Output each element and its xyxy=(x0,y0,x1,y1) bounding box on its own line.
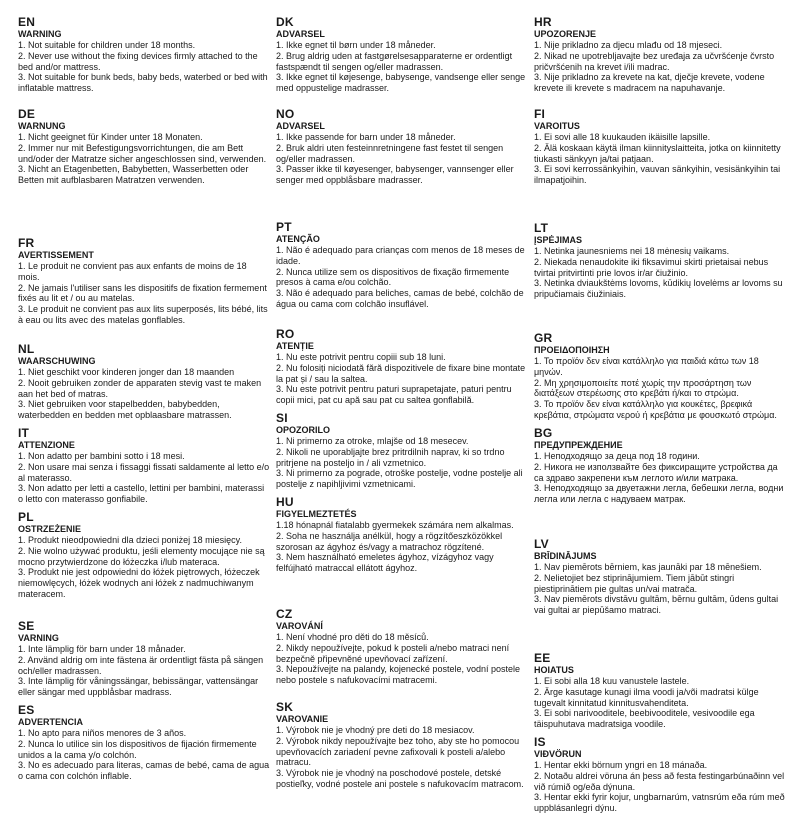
warning-section-is xyxy=(534,736,786,814)
warning-item: 1. Nu este potrivit pentru copiii sub 18 luni. xyxy=(276,352,446,362)
warning-item: 1. Ikke egnet til børn under 18 måneder. xyxy=(276,40,436,50)
warning-item: 1. Nav piemērots bērniem, kas jaunāki par 18 mēnešiem. xyxy=(534,562,762,572)
warning-heading: WAARSCHUWING xyxy=(18,356,96,366)
warning-item: 3. Produkt nie jest odpowiedni do łóżek piętrowych, łóżeczek niemowlęcych, łóżek wodnych ani łóżek z nadmuchiwanym materacem. xyxy=(18,567,260,599)
warning-item: 1. Le produit ne convient pas aux enfants de moins de 18 mois. xyxy=(18,261,247,282)
language-code: RO xyxy=(276,327,295,341)
language-code: NL xyxy=(18,342,35,356)
language-code: LV xyxy=(534,537,549,551)
warning-item: 1. Ikke passende for barn under 18 måneder. xyxy=(276,132,456,142)
warning-item: 2. Ärge kasutage kunagi ilma voodi ja/või madratsi külge tugevalt kinnitatud kinnitusvahenditeta. xyxy=(534,686,759,708)
warning-item: 1.18 hónapnál fiatalabb gyermekek számára nem alkalmas. xyxy=(276,520,514,530)
warning-item: 2. Никога не използвайте без фиксиращите устройства да са здраво закрепени към леглото и/или матрака. xyxy=(534,461,778,483)
warning-section-bg xyxy=(534,427,786,505)
language-code: GR xyxy=(534,331,553,345)
warning-section-en xyxy=(18,16,270,94)
warning-item: 3. Niet gebruiken voor stapelbedden, babybedden, waterbedden en bedden met opblaasbare matrassen. xyxy=(18,399,232,421)
warning-section-fi xyxy=(534,108,786,186)
warning-item: 3. Ni primerno za pograde, otroške postelje, vodne postelje ali postelje z napihljivimi vzmetnicami. xyxy=(276,468,523,490)
warning-item: 2. Nelietojiet bez stiprinājumiem. Tiem jābūt stingri piestiprinātiem pie gultas un/vai matrača. xyxy=(534,572,735,594)
warning-heading: ĮSPĖJIMAS xyxy=(534,235,583,245)
warning-heading: ΠΡΟΕΙΔΟΠΟΙΗΣΗ xyxy=(534,345,610,355)
warning-heading: ATTENZIONE xyxy=(18,440,75,450)
warning-section-si xyxy=(276,412,528,490)
warning-heading: VAROITUS xyxy=(534,121,580,131)
warning-heading: OPOZORILO xyxy=(276,425,330,435)
warning-heading: ADVARSEL xyxy=(276,121,325,131)
warning-item: 1. Not suitable for children under 18 months. xyxy=(18,40,196,50)
warning-item: 2. Nikad ne upotrebljavajte bez uređaja za učvršćenje čvrsto pričvršćenih na krevet i/ili madrac. xyxy=(534,50,775,72)
warning-item: 2. Nie wolno używać produktu, jeśli elementy mocujące nie są mocno przytwierdzone do łóżeczka i/lub materaca. xyxy=(18,545,265,567)
warning-item: 1. Não é adequado para crianças com menos de 18 meses de idade. xyxy=(276,245,525,266)
warning-item: 1. Není vhodné pro děti do 18 měsíců. xyxy=(276,632,429,642)
warning-item: 3. Ei sovi kerrossänkyihin, vauvan sänkyihin, vesisänkyihin tai ilmapatjoihin. xyxy=(534,164,781,186)
warning-item: 2. Använd aldrig om inte fästena är ordentligt fästa på sängen och/eller madrassen. xyxy=(18,654,264,676)
warning-item: 1. Nije prikladno za djecu mlađu od 18 mjeseci. xyxy=(534,40,723,50)
warning-section-de xyxy=(18,108,270,186)
language-code: SK xyxy=(276,700,294,714)
warning-heading: ATENȚIE xyxy=(276,341,314,351)
warning-item: 2. Non usare mai senza i fissaggi fissati saldamente al letto e/o al materasso. xyxy=(18,461,270,483)
warning-item: 1. Niet geschikt voor kinderen jonger dan 18 maanden xyxy=(18,367,235,377)
warning-heading: FIGYELMEZTETÉS xyxy=(276,509,357,519)
warning-item: 3. Not suitable for bunk beds, baby beds, waterbed or bed with inflatable mattress. xyxy=(18,72,268,94)
warning-section-nl xyxy=(18,343,270,421)
warning-item: 3. Non adatto per letti a castello, lettini per bambini, materassi o letto con materasso gonfiabile. xyxy=(18,483,265,505)
warning-section-se xyxy=(18,620,270,698)
language-code: PL xyxy=(18,510,34,524)
warning-section-pt xyxy=(276,221,528,310)
warning-section-lt xyxy=(534,222,786,300)
warning-heading: VIÐVÖRUN xyxy=(534,749,582,759)
warning-item: 2. Immer nur mit Befestigungsvorrichtungen, die am Bett und/oder der Matratze sicher angeschlossen sind, verwenden. xyxy=(18,142,267,164)
warning-item: 3. Nepoužívejte na palandy, kojenecké postele, vodní postele nebo postele s nafukovacími matracemi. xyxy=(276,664,520,686)
warning-item: 3. Nije prikladno za krevete na kat, dječje krevete, vodene krevete ili krevete s madracem na napuhavanje. xyxy=(534,72,765,94)
language-code: DK xyxy=(276,15,294,29)
warning-item: 1. Ei sobi alla 18 kuu vanustele lastele. xyxy=(534,676,690,686)
warning-heading: ADVERTENCIA xyxy=(18,717,84,727)
warning-section-sk xyxy=(276,701,528,790)
warning-heading: VAROVÁNÍ xyxy=(276,621,323,631)
warning-section-hr xyxy=(534,16,786,94)
warning-item: 3. Passer ikke til køyesenger, babysenger, vannsenger eller senger med oppblåsbare madrasser. xyxy=(276,164,514,186)
warning-item: 1. Netinka jaunesniems nei 18 mėnesių vaikams. xyxy=(534,246,730,256)
warning-section-lv xyxy=(534,538,786,616)
warning-heading: WARNING xyxy=(18,29,62,39)
warning-section-cz xyxy=(276,608,528,686)
warning-item: 1. Неподходящо за деца под 18 години. xyxy=(534,451,700,461)
language-code: DE xyxy=(18,107,36,121)
warning-item: 3. Nu este potrivit pentru paturi suprapetajate, paturi pentru copii mici, pat cu apă sau pat cu saltea gonflabilă. xyxy=(276,384,512,406)
warning-section-it xyxy=(18,427,270,505)
language-code: LT xyxy=(534,221,549,235)
warning-heading: VARNING xyxy=(18,633,59,643)
warning-section-dk xyxy=(276,16,528,94)
warning-item: 3. Le produit ne convient pas aux lits superposés, lits bébé, lits à eau ou lits avec des matelas gonflables. xyxy=(18,304,268,325)
warning-item: 3. Nicht an Etagenbetten, Babybetten, Wasserbetten oder Betten mit aufblasbaren Matratzen verwenden. xyxy=(18,164,249,186)
warning-item: 1. Produkt nieodpowiedni dla dzieci poniżej 18 miesięcy. xyxy=(18,535,242,545)
warning-section-hu xyxy=(276,496,528,574)
warning-item: 2. Never use without the fixing devices firmly attached to the bed and/or mattress. xyxy=(18,50,258,72)
warning-item: 3. Nem használható emeletes ágyhoz, vízágyhoz vagy felfújható matraccal ellátott ágyhoz. xyxy=(276,552,494,574)
warning-item: 3. Netinka dviaukštėms lovoms, kūdikių lovelėms ar lovoms su pripučiamais čiužiniais. xyxy=(534,278,783,300)
warning-item: 1. No apto para niños menores de 3 años. xyxy=(18,728,187,738)
warning-item: 3. No es adecuado para literas, camas de bebé, cama de agua o cama con colchón inflable. xyxy=(18,760,270,782)
warning-item: 2. Notaðu aldrei vöruna án þess að festa festingarbúnaðinn vel við rúmið og/eða dýnuna. xyxy=(534,770,785,792)
warning-heading: HOIATUS xyxy=(534,665,574,675)
warning-section-es xyxy=(18,704,270,782)
warning-item: 3. Não é adequado para beliches, camas de bebé, colchão de água ou cama com colchão insuflável. xyxy=(276,288,524,309)
warning-item: 2. Niekada nenaudokite iki fiksavimui skirti prietaisai nebus tvirtai pritvirtinti prie lovos ir/ar čiužinio. xyxy=(534,256,769,278)
warning-item: 2. Nunca lo utilice sin los dispositivos de fijación firmemente unidos a la cama y/o colchón. xyxy=(18,738,257,760)
warning-item: 1. Hentar ekki börnum yngri en 18 mánaða. xyxy=(534,760,708,770)
warning-item: 3. Ei sobi narivooditele, beebivooditele, vesivoodile ega täispuhutava madratsiga voodile. xyxy=(534,708,755,730)
warning-item: 2. Výrobok nikdy nepoužívajte bez toho, aby ste ho pomocou upevňovacích zariadení pevne zafixovali k posteli a/alebo matracu. xyxy=(276,735,520,768)
warning-item: 1. Ei sovi alle 18 kuukauden ikäisille lapsille. xyxy=(534,132,711,142)
warning-section-no xyxy=(276,108,528,186)
warning-section-fr xyxy=(18,237,270,326)
warning-heading: AVERTISSEMENT xyxy=(18,250,94,260)
warning-section-pl xyxy=(18,511,270,600)
warning-item: 3. Неподходящо за двуетажни легла, бебешки легла, водни легла или легла с надуваем матрак. xyxy=(534,483,784,505)
warning-heading: ADVARSEL xyxy=(276,29,325,39)
warning-heading: VAROVANIE xyxy=(276,714,329,724)
language-code: IS xyxy=(534,735,546,749)
language-code: EE xyxy=(534,651,551,665)
warning-item: 3. Inte lämplig för våningssängar, bebissängar, vattensängar eller sängar med uppblåsbar madrass. xyxy=(18,676,259,698)
warning-section-ro xyxy=(276,328,528,406)
warning-item: 2. Nikdy nepoužívejte, pokud k posteli a/nebo matraci není bezpečně připevněné upevňovací zařízení. xyxy=(276,642,510,664)
language-code: HR xyxy=(534,15,552,29)
warning-section-ee xyxy=(534,652,786,730)
warning-heading: UPOZORENJE xyxy=(534,29,597,39)
warning-item: 3. Hentar ekki fyrir kojur, ungbarnarúm, vatnsrúm eða rúm með uppblásanlegri dýnu. xyxy=(534,792,785,814)
warning-item: 2. Nikoli ne uporabljajte brez pritrdilnih naprav, ki so trdno pritrjene na posteljo in / ali vzmetnico. xyxy=(276,446,505,468)
warning-item: 2. Nooit gebruiken zonder de apparaten stevig vast te maken aan het bed of matras. xyxy=(18,377,262,399)
warning-item: 2. Brug aldrig uden at fastgørelsesapparaterne er ordentligt fastspændt til sengen og/eller madrassen. xyxy=(276,50,513,72)
warning-heading: OSTRZEŻENIE xyxy=(18,524,82,534)
language-code: IT xyxy=(18,426,30,440)
warning-item: 2. Älä koskaan käytä ilman kiinnityslaitteita, jotka on kiinnitetty tiukasti sänkyyn ja/tai patjaan. xyxy=(534,142,781,164)
language-code: PT xyxy=(276,220,292,234)
language-code: HU xyxy=(276,495,294,509)
warning-heading: BRĪDINĀJUMS xyxy=(534,551,597,561)
language-code: NO xyxy=(276,107,295,121)
warning-section-gr xyxy=(534,332,786,421)
warning-heading: ПРЕДУПРЕЖДЕНИЕ xyxy=(534,440,623,450)
warning-item: 2. Nu folosiți niciodată fără dispozitivele de fixare bine montate la pat și / sau la saltea. xyxy=(276,362,526,384)
warning-item: 2. Bruk aldri uten festeinnretningene fast festet til sengen og/eller madrassen. xyxy=(276,142,504,164)
warning-item: 3. Το προϊόν δεν είναι κατάλληλο για κουκέτες, βρεφικά κρεβάτια, στρώματα νερού ή κρεβάτια με φουσκωτό στρώμα. xyxy=(534,399,777,420)
warning-heading: WARNUNG xyxy=(18,121,66,131)
warning-item: 1. Výrobok nie je vhodný pre deti do 18 mesiacov. xyxy=(276,725,475,735)
warning-item: 2. Ne jamais l'utiliser sans les dispositifs de fixation fermement fixés au lit et / ou au matelas. xyxy=(18,282,267,304)
warning-item: 2. Soha ne használja anélkül, hogy a rögzítőeszközökkel szorosan az ágyhoz és/vagy a matrachoz rögzítené. xyxy=(276,530,503,552)
warning-heading: ATENÇÃO xyxy=(276,234,320,244)
warning-item: 2. Nunca utilize sem os dispositivos de fixação firmemente presos à cama e/ou colchão. xyxy=(276,266,510,288)
warning-item: 3. Ikke egnet til køjesenge, babysenge, vandsenge eller senge med oppustelige madrasser. xyxy=(276,72,526,94)
language-code: FI xyxy=(534,107,546,121)
warning-item: 3. Nav piemērots divstāvu gultām, bērnu gultām, ūdens gultai vai gultai ar piepūšamo matraci. xyxy=(534,594,779,616)
warning-item: 1. Το προϊόν δεν είναι κατάλληλο για παιδιά κάτω των 18 μηνών. xyxy=(534,356,759,377)
warning-item: 1. Non adatto per bambini sotto i 18 mesi. xyxy=(18,451,185,461)
language-code: FR xyxy=(18,236,35,250)
language-code: ES xyxy=(18,703,35,717)
language-code: SI xyxy=(276,411,288,425)
language-code: CZ xyxy=(276,607,293,621)
warning-item: 3. Výrobok nie je vhodný na poschodové postele, detské postieľky, vodné postele ani postele s nafukovacím matracom. xyxy=(276,768,524,789)
language-code: EN xyxy=(18,15,36,29)
warning-item: 1. Ni primerno za otroke, mlajše od 18 mesecev. xyxy=(276,436,469,446)
language-code: SE xyxy=(18,619,35,633)
warning-item: 1. Nicht geeignet für Kinder unter 18 Monaten. xyxy=(18,132,203,142)
warning-item: 2. Μη χρησιμοποιείτε ποτέ χωρίς την προσάρτηση των διατάξεων στερέωσης στο κρεβάτι ή/και το στρώμα. xyxy=(534,377,752,399)
warning-item: 1. Inte lämplig för barn under 18 månader. xyxy=(18,644,186,654)
language-code: BG xyxy=(534,426,553,440)
